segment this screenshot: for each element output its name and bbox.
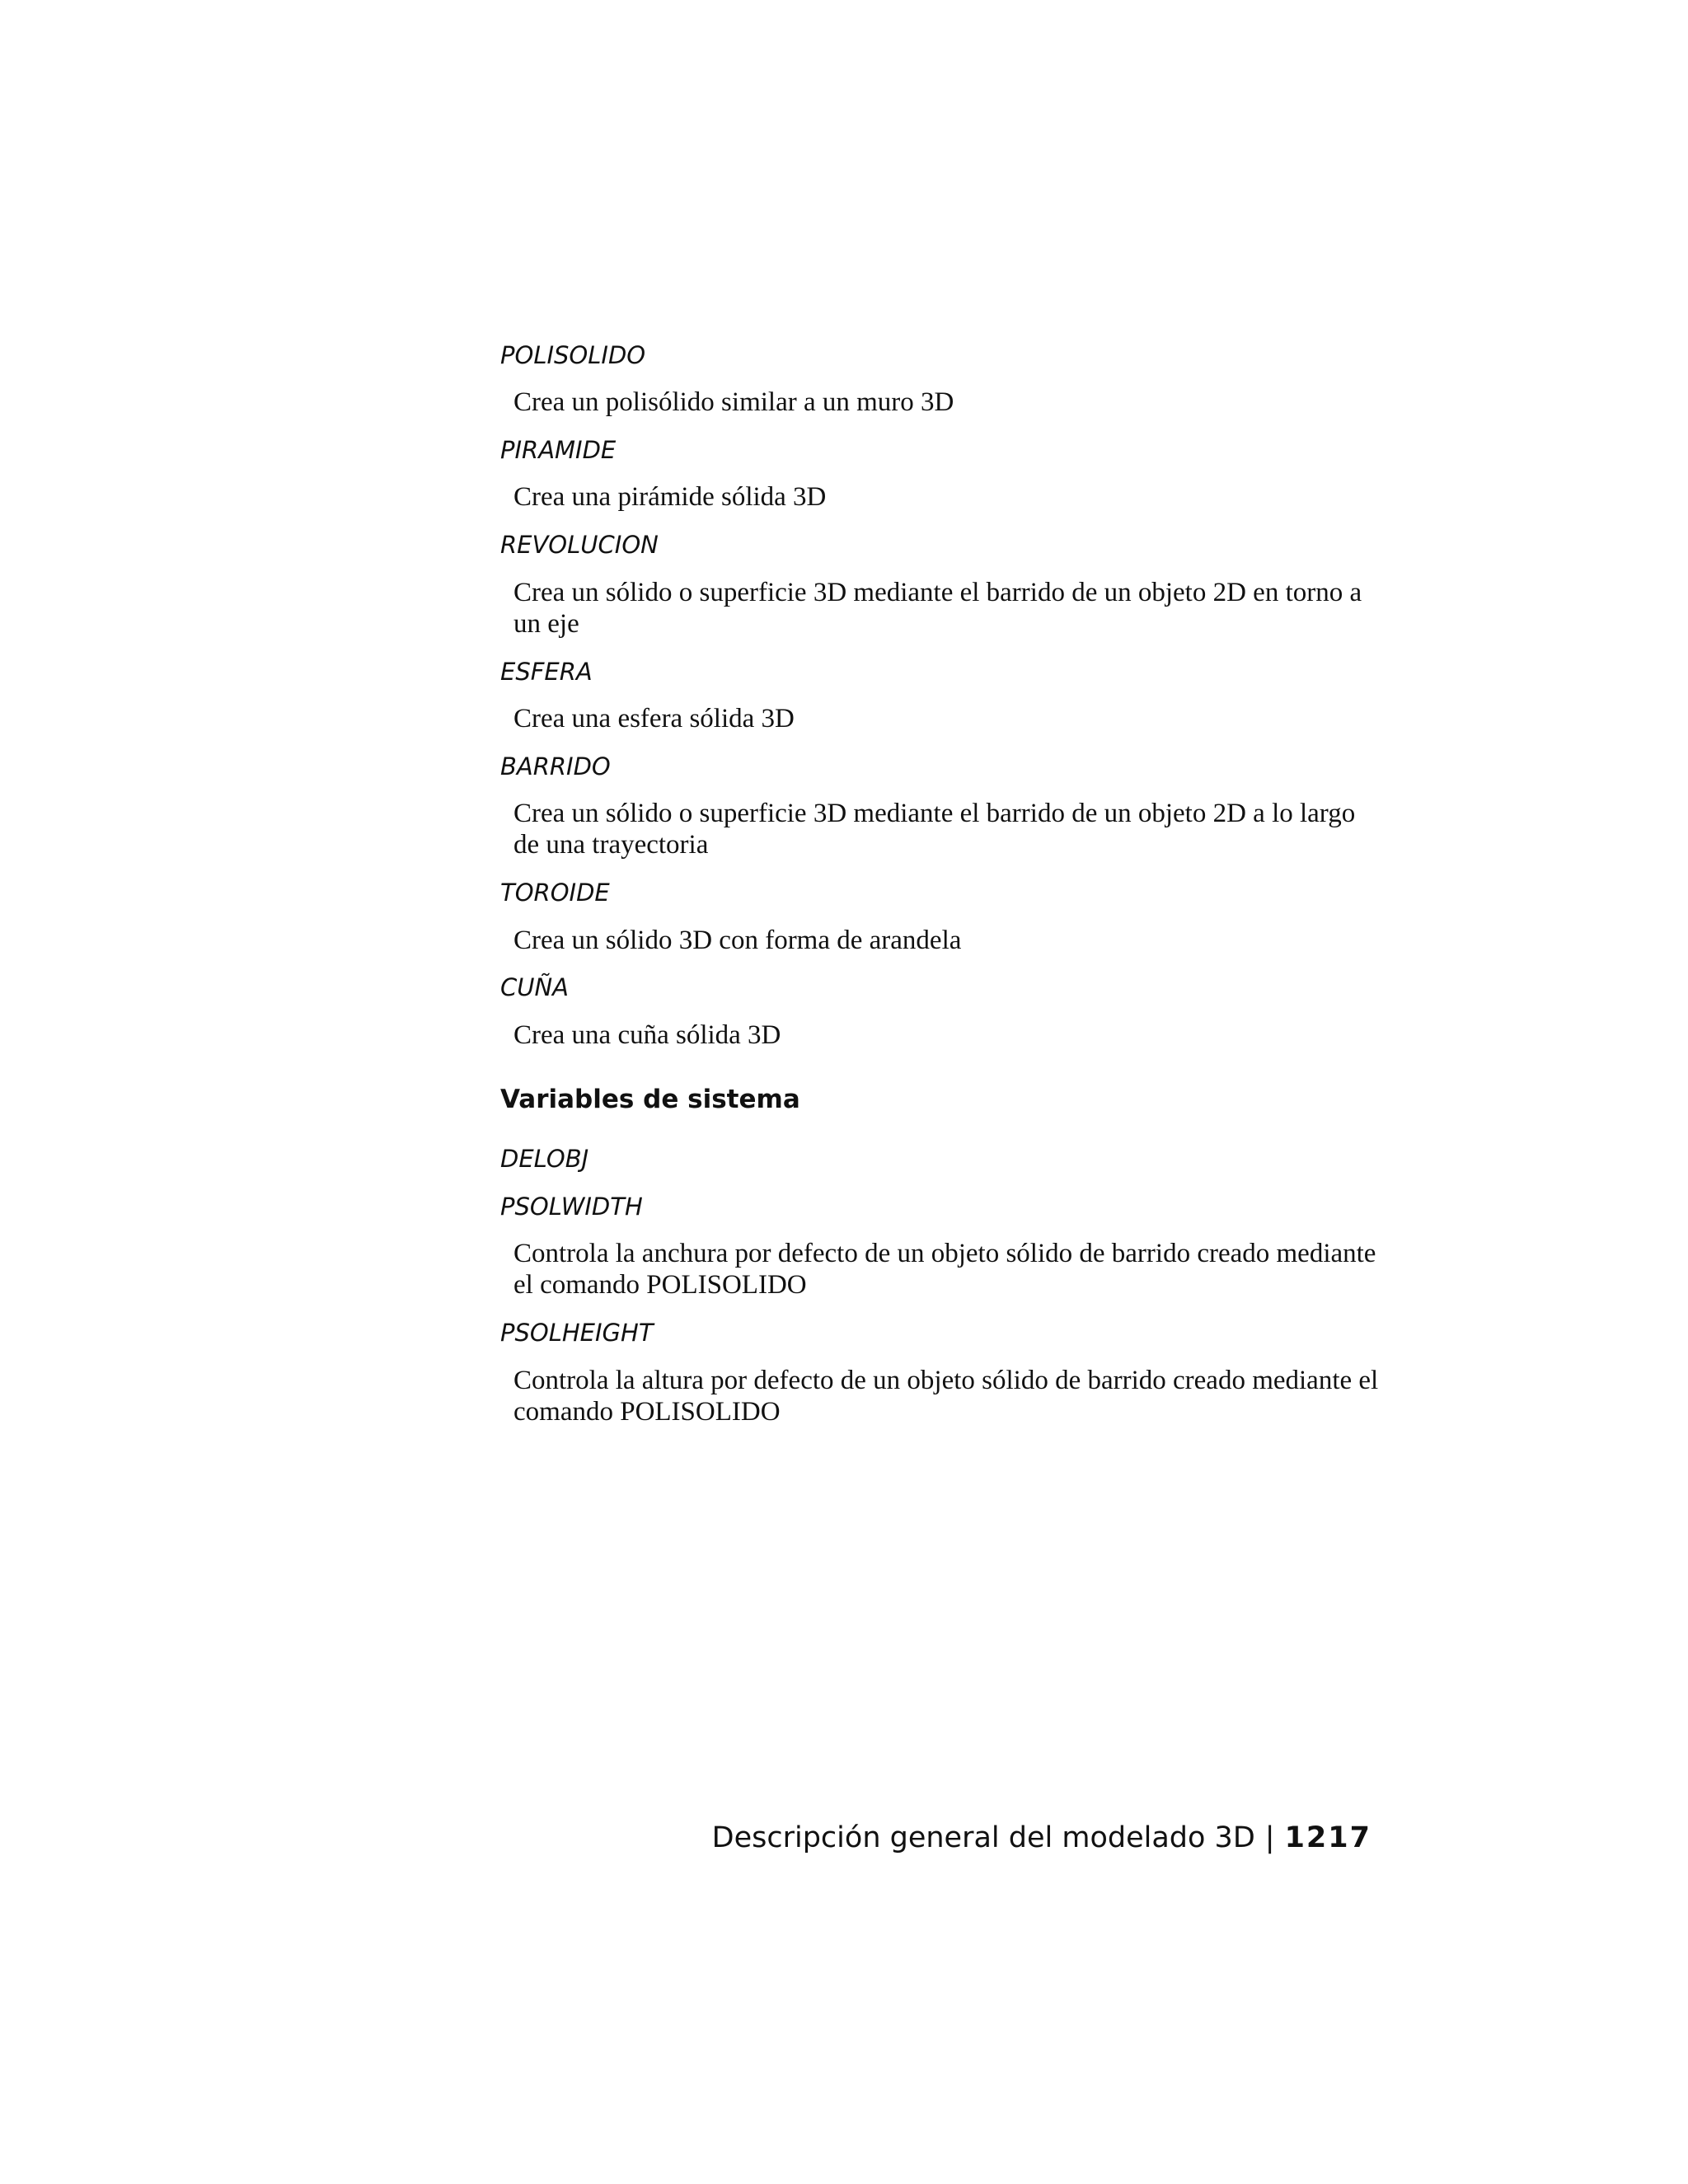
section-heading-system-variables: Variables de sistema	[500, 1085, 800, 1114]
command-term-polisolido: POLISOLIDO	[500, 341, 646, 369]
page-number: 1217	[1284, 1821, 1372, 1854]
variable-term-delobj: DELOBJ	[500, 1145, 589, 1173]
command-term-esfera: ESFERA	[500, 658, 593, 686]
page-footer	[712, 1820, 1372, 1856]
command-description-barrido: Crea un sólido o superficie 3D mediante el barrido de un objeto 2D a lo largo de una trayectoria	[513, 799, 1356, 860]
command-term-revolucion: REVOLUCION	[500, 531, 659, 559]
command-description-revolucion: Crea un sólido o superficie 3D mediante el barrido de un objeto 2D en torno a un eje	[513, 578, 1362, 639]
variable-term-psolheight: PSOLHEIGHT	[500, 1319, 654, 1347]
variable-description-psolwidth: Controla la anchura por defecto de un objeto sólido de barrido creado mediante el comando POLISOLIDO	[513, 1239, 1376, 1300]
footer-separator: |	[1264, 1821, 1275, 1854]
command-term-toroide: TOROIDE	[500, 879, 610, 907]
command-description-toroide: Crea un sólido 3D con forma de arandela	[513, 926, 962, 955]
command-description-polisolido: Crea un polisólido similar a un muro 3D	[513, 387, 954, 417]
footer-section-title: Descripción general del modelado 3D	[711, 1821, 1255, 1854]
command-term-piramide: PIRAMIDE	[500, 436, 617, 464]
command-term-barrido: BARRIDO	[500, 752, 611, 780]
variable-term-psolwidth: PSOLWIDTH	[500, 1193, 643, 1221]
command-description-piramide: Crea una pirámide sólida 3D	[513, 482, 827, 512]
command-term-cuna: CUÑA	[500, 973, 570, 1001]
command-description-cuna: Crea una cuña sólida 3D	[513, 1020, 781, 1050]
variable-description-psolheight: Controla la altura por defecto de un objeto sólido de barrido creado mediante el comando POLISOLIDO	[513, 1366, 1379, 1427]
command-description-esfera: Crea una esfera sólida 3D	[513, 704, 795, 733]
